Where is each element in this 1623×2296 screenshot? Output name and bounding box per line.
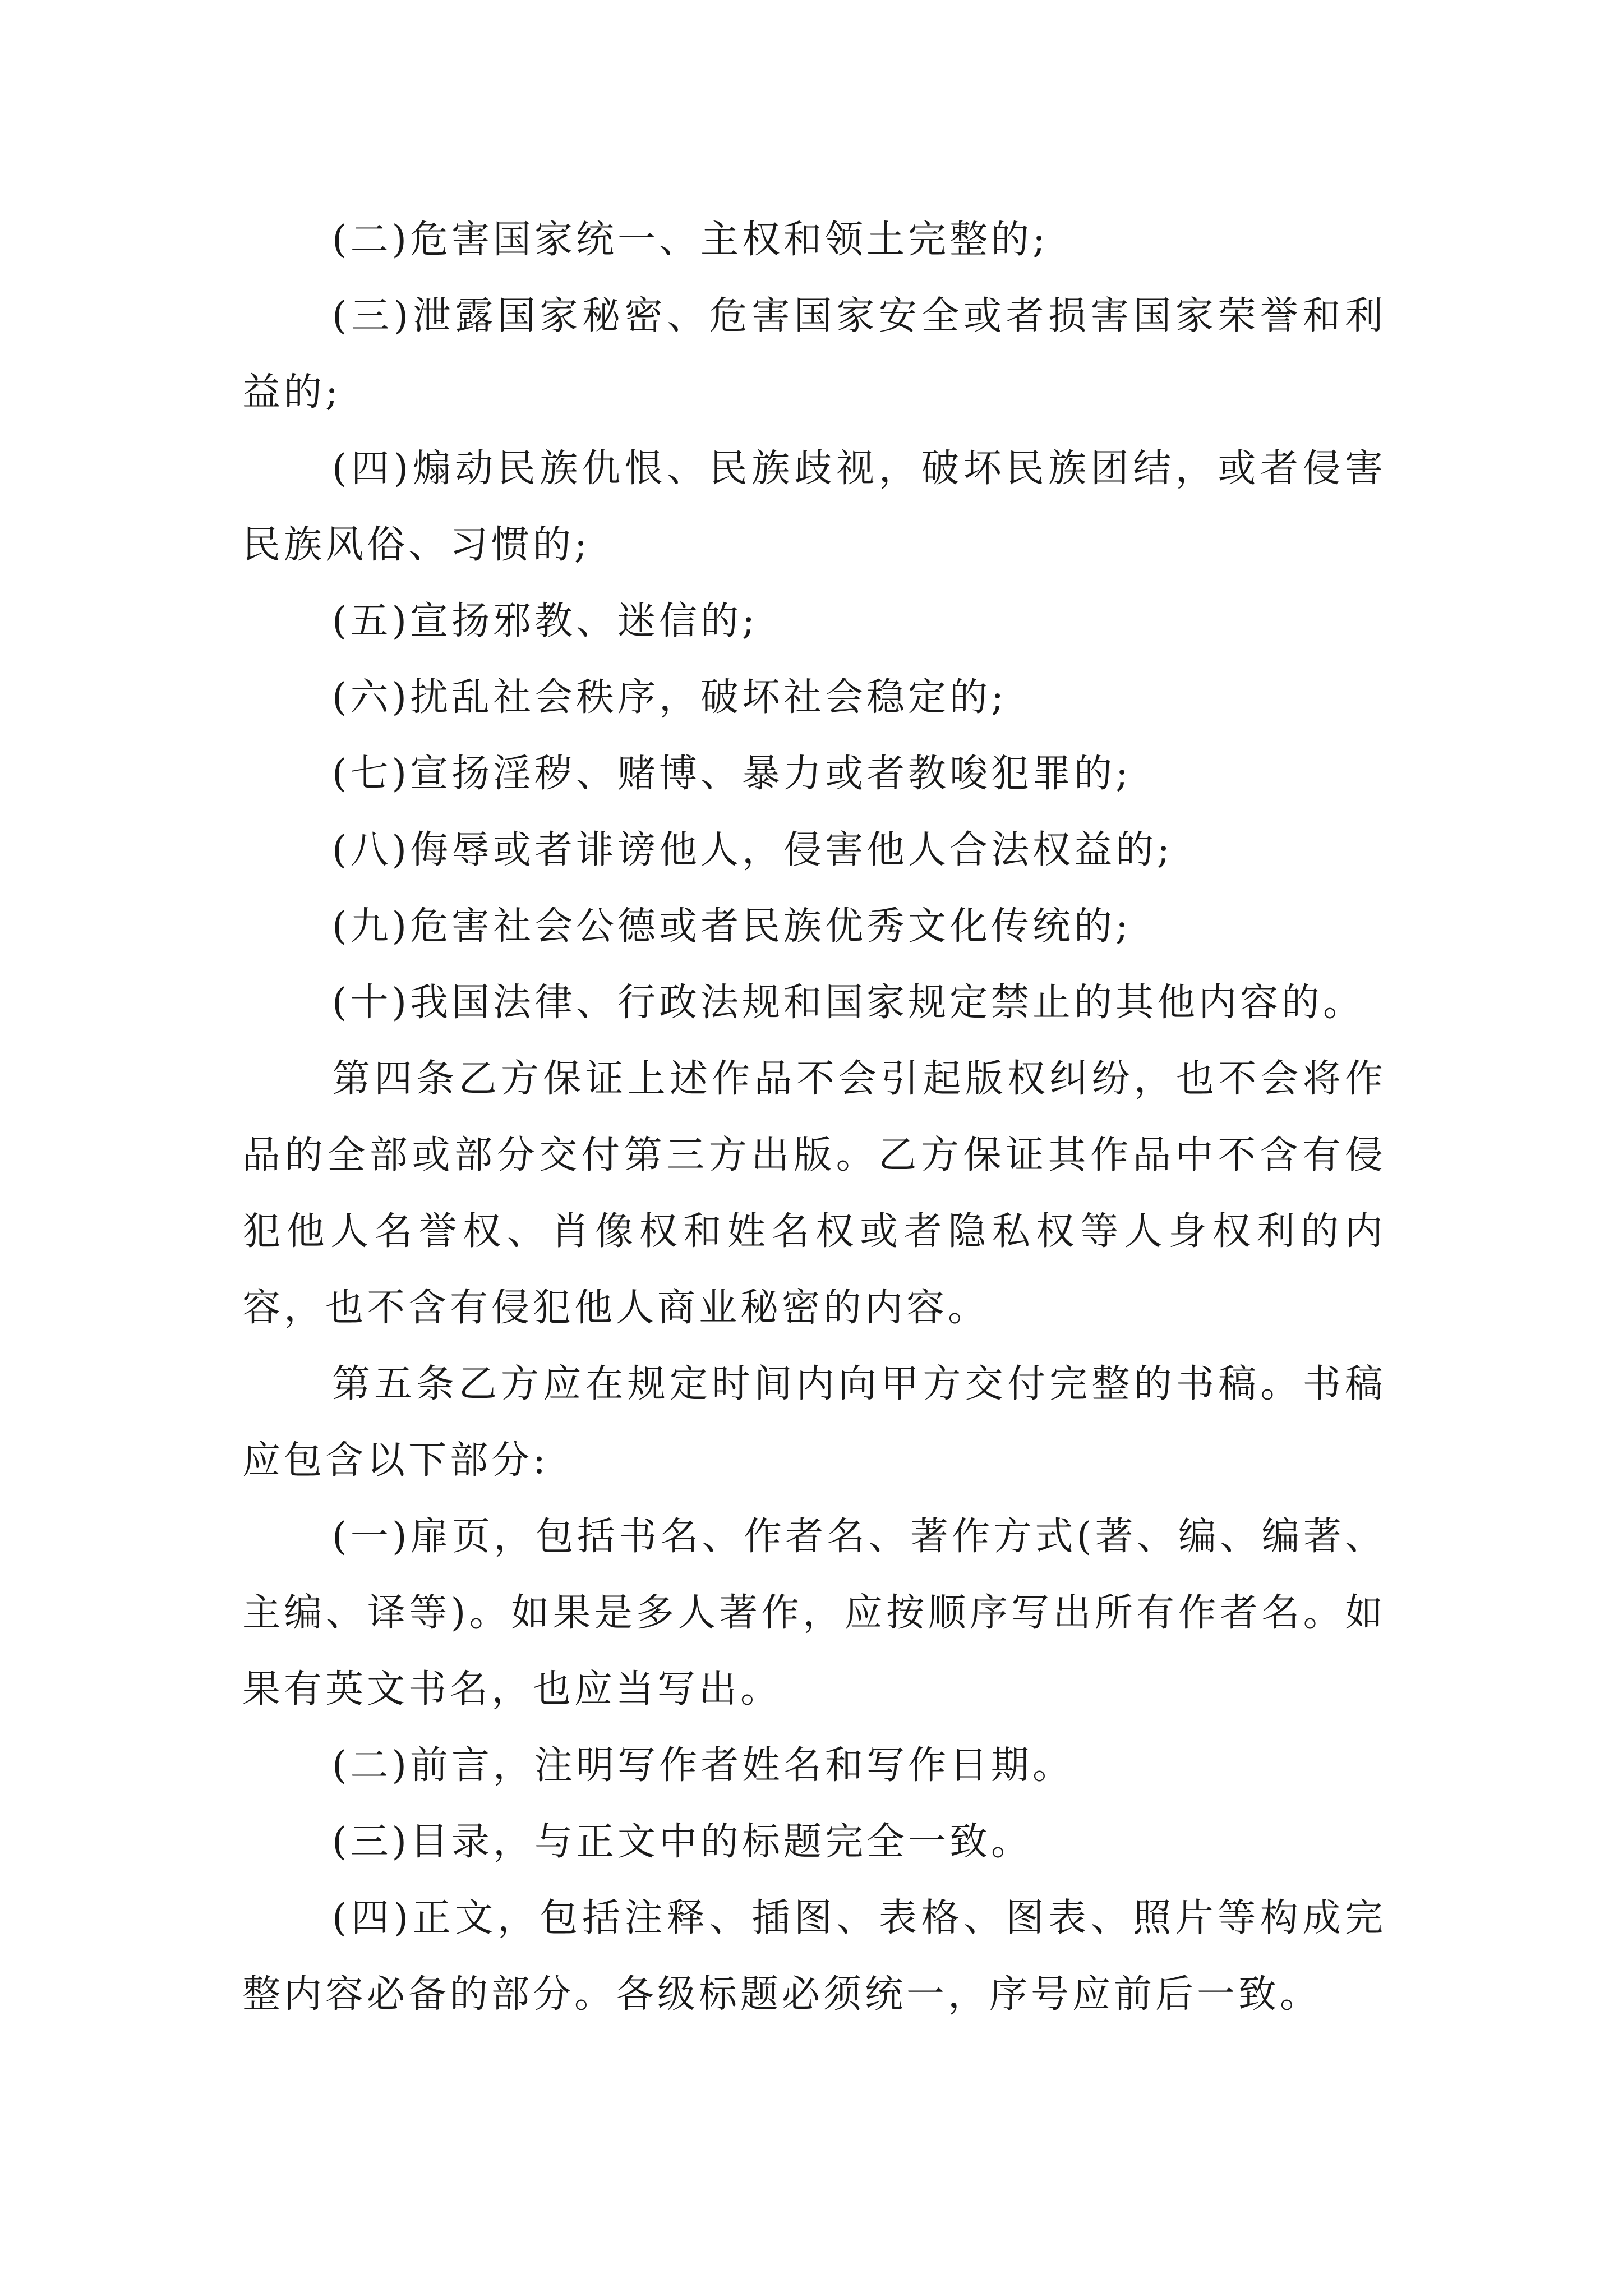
paragraph-item-7: (七)宣扬淫秽、赌博、暴力或者教唆犯罪的;	[332, 752, 1132, 796]
paragraph-item-4: (四)煽动民族仇恨、民族歧视，破坏民族团结，或者侵害民族风俗、习惯的;	[242, 447, 1386, 567]
manuscript-part-preface: (二)前言，注明写作者姓名和写作日期。	[332, 1743, 1075, 1788]
document-body	[242, 202, 1386, 2033]
paragraph-item-5: (五)宣扬邪教、迷信的;	[332, 599, 758, 643]
manuscript-part-title-page: (一)扉页，包括书名、作者名、著作方式(著、编、编著、主编、译等)。如果是多人著作，应按顺序写出所有作者名。如果有英文书名，也应当写出。	[242, 1515, 1386, 1711]
paragraph-item-8: (八)侮辱或者诽谤他人，侵害他人合法权益的;	[332, 828, 1173, 872]
paragraph-item-3: (三)泄露国家秘密、危害国家安全或者损害国家荣誉和利益的;	[242, 294, 1386, 415]
manuscript-part-body: (四)正文，包括注释、插图、表格、图表、照片等构成完整内容必备的部分。各级标题必须统一，序号应前后一致。	[242, 1896, 1386, 2017]
paragraph-item-2: (二)危害国家统一、主权和领土完整的;	[332, 218, 1049, 262]
paragraph-item-10: (十)我国法律、行政法规和国家规定禁止的其他内容的。	[332, 981, 1365, 1025]
article-5-paragraph: 第五条乙方应在规定时间内向甲方交付完整的书稿。书稿应包含以下部分:	[242, 1362, 1386, 1483]
paragraph-item-6: (六)扰乱社会秩序，破坏社会稳定的;	[332, 675, 1007, 720]
paragraph-item-9: (九)危害社会公德或者民族优秀文化传统的;	[332, 904, 1132, 949]
manuscript-part-toc: (三)目录，与正文中的标题完全一致。	[332, 1820, 1033, 1864]
article-4-paragraph: 第四条乙方保证上述作品不会引起版权纠纷，也不会将作品的全部或部分交付第三方出版。乙方保证其作品中不含有侵犯他人名誉权、肖像权和姓名权或者隐私权等人身权利的内容，也不含有侵犯他人商业秘密的内容。	[242, 1057, 1386, 1330]
